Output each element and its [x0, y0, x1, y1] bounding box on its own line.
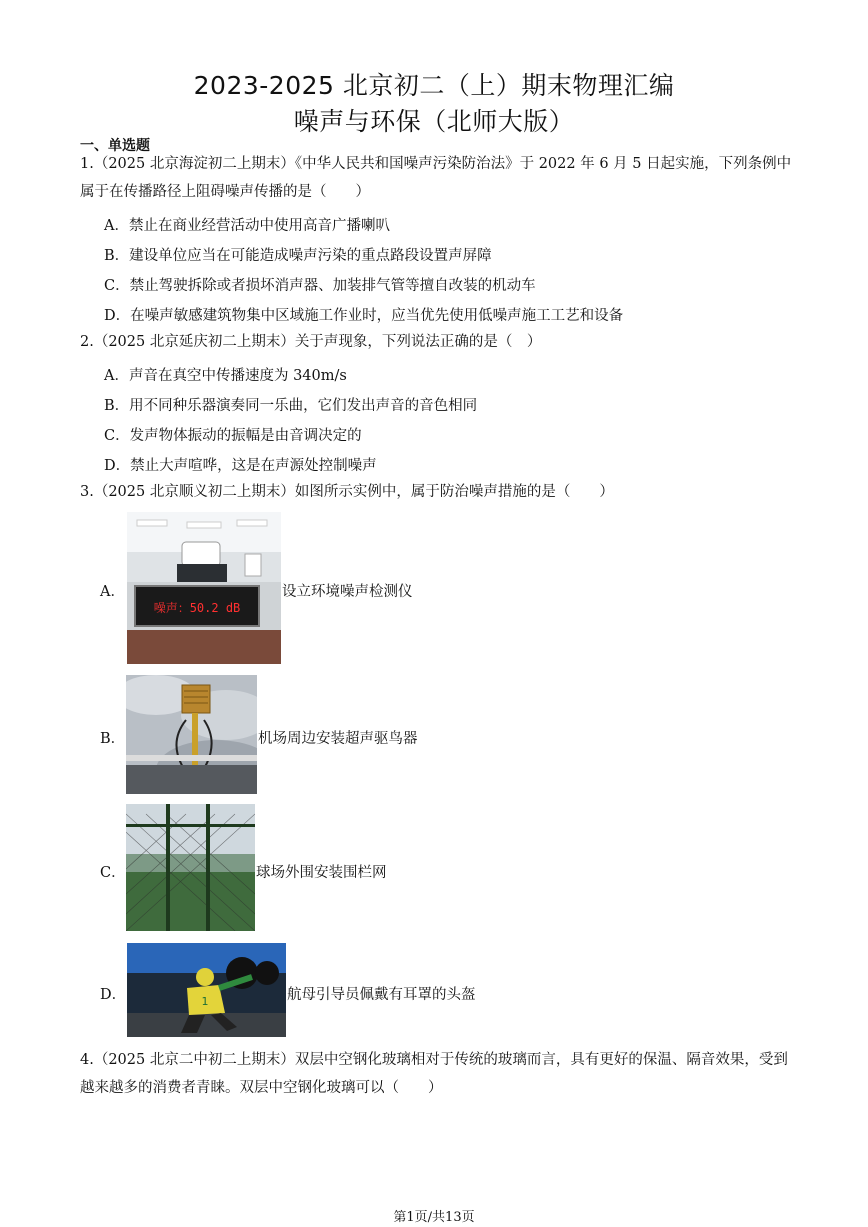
question-1-option-c: C．禁止驾驶拆除或者损坏消声器、加装排气管等擅自改装的机动车	[104, 278, 536, 294]
question-3-option-d-label: D．	[100, 987, 127, 1003]
question-1-option-a: A．禁止在商业经营活动中使用高音广播喇叭	[104, 218, 390, 234]
question-2-option-a: A．声音在真空中传播速度为 340m/s	[104, 368, 347, 384]
question-1-option-d: D．在噪声敏感建筑物集中区域施工作业时，应当优先使用低噪声施工工艺和设备	[104, 308, 624, 324]
question-3-option-a-label: A．	[100, 584, 125, 600]
carrier-director-image	[127, 943, 286, 1037]
question-1-stem: 1.（2025 北京海淀初二上期末）《中华人民共和国噪声污染防治法》于 2022 年 6 月 5 日起实施，下列条例中属于在传播路径上阻碍噪声传播的是（ ）	[80, 156, 792, 200]
question-3-option-c-caption: 球场外围安装围栏网	[256, 865, 387, 881]
question-3-stem: 3.（2025 北京顺义初二上期末）如图所示实例中，属于防治噪声措施的是（ ）	[80, 484, 614, 500]
page-footer: 第1页/共13页	[393, 1210, 475, 1225]
question-2-option-b: B．用不同种乐器演奏同一乐曲，它们发出声音的音色相同	[104, 398, 478, 414]
document-subtitle: 噪声与环保（北师大版）	[293, 107, 575, 136]
noise-display-readout: 噪声：50.2 dB	[153, 601, 241, 615]
question-3-option-b-label: B．	[100, 731, 126, 747]
fence-net-image	[126, 804, 255, 931]
jersey-number: 1	[201, 995, 209, 1008]
question-4-stem: 4.（2025 北京二中初二上期末）双层中空钢化玻璃相对于传统的玻璃而言，具有更好的保温、隔音效果，受到越来越多的消费者青睐。双层中空钢化玻璃可以（ ）	[80, 1052, 788, 1096]
question-3-option-b-caption: 机场周边安装超声驱鸟器	[258, 731, 418, 747]
question-3-option-c-label: C．	[100, 865, 126, 881]
section-heading: 一、单选题	[80, 138, 150, 154]
question-2-stem: 2.（2025 北京延庆初二上期末）关于声现象，下列说法正确的是（ ）	[80, 334, 542, 350]
question-1-option-b: B．建设单位应当在可能造成噪声污染的重点路段设置声屏障	[104, 248, 492, 264]
question-2-option-c: C．发声物体振动的振幅是由音调决定的	[104, 428, 362, 444]
question-3-option-d-caption: 航母引导员佩戴有耳罩的头盔	[287, 987, 476, 1003]
document-title: 2023-2025 北京初二（上）期末物理汇编	[193, 71, 675, 100]
question-2-option-d: D．禁止大声喧哗，这是在声源处控制噪声	[104, 458, 377, 474]
bird-repeller-image	[126, 675, 257, 794]
noise-monitor-image	[127, 512, 281, 664]
question-3-option-a-caption: 设立环境噪声检测仪	[282, 584, 413, 600]
